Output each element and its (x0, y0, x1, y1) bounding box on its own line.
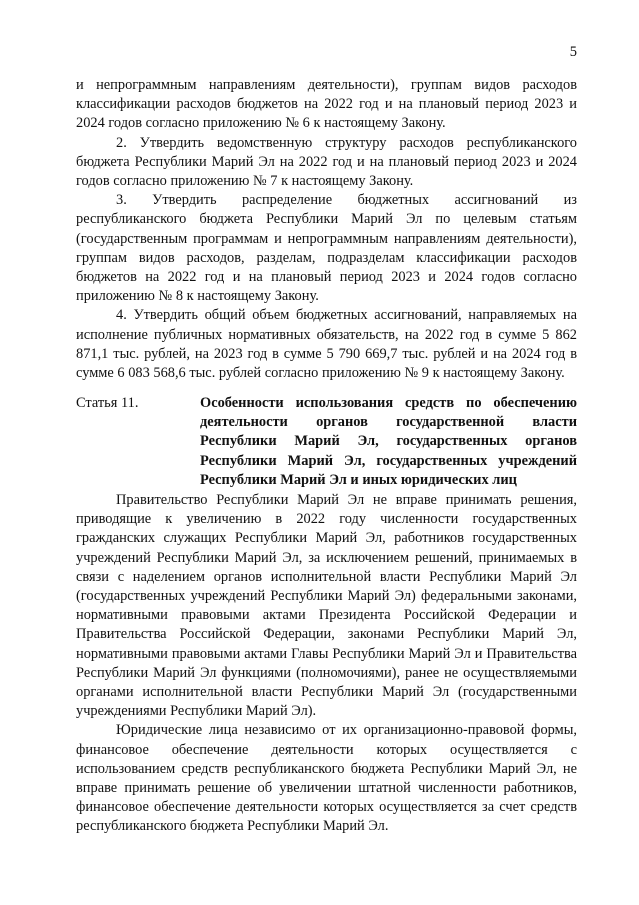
article-label: Статья 11. (76, 395, 139, 411)
article-paragraph-2: Юридические лица независимо от их организационно-правовой формы, финансовое обеспечение деятельности которых осуществляется с использованием средств республиканского бюджета Республики Марий Эл, не вправе принимать решение об увеличении штатной численности работников, финансовое обеспечение деятельности которых осуществляется за счет средств республиканского бюджета Республики Марий Эл. (76, 722, 577, 835)
article-heading (76, 394, 577, 490)
article-title: Особенности использования средств по обеспечению деятельности органов государственной власти Республики Марий Эл, государственных органов Республики Марий Эл, государственных учреждений Республики Марий Эл и иных юридических лиц (200, 395, 577, 488)
paragraph-item-2: 2. Утвердить ведомственную структуру расходов республиканского бюджета Республики Марий Эл на 2022 год и на плановый период 2023 и 2024 годов согласно приложению № 7 к настоящему Закону. (76, 134, 577, 190)
body-text (76, 76, 577, 383)
page-number: 5 (569, 44, 577, 60)
article-paragraph-1: Правительство Республики Марий Эл не вправе принимать решения, приводящие к увеличению в 2022 году численности государственных гражданских служащих Республики Марий Эл, работников государственных учреждений Республики Марий Эл, за исключением решений, принимаемых в связи с наделением органов исполнительной власти Республики Марий Эл (государственных учреждений Республики Марий Эл) федеральными законами, нормативными правовыми актами Президента Российской Федерации и Правительства Российской Федерации, законами Республики Марий Эл, нормативными правовыми актами Главы Республики Марий Эл и Правительства Республики Марий Эл функциями (полномочиями), ранее не осуществляемыми органами исполнительной власти Республики Марий Эл (государственными учреждениями Республики Марий Эл). (76, 492, 577, 720)
paragraph-continuation: и непрограммным направлениям деятельности), группам видов расходов классификации расходов бюджетов на 2022 год и на плановый период 2023 и 2024 годов согласно приложению № 6 к настоящему Закону. (76, 77, 577, 132)
paragraph-item-4: 4. Утвердить общий объем бюджетных ассигнований, направляемых на исполнение публичных нормативных обязательств, на 2022 год в сумме 5 862 871,1 тыс. рублей, на 2023 год в сумме 5 790 669,7 тыс. рублей и на 2024 год в сумме 6 083 568,6 тыс. рублей согласно приложению № 9 к настоящему Закону. (76, 307, 577, 382)
article-body (76, 491, 577, 837)
paragraph-item-3: 3. Утвердить распределение бюджетных ассигнований из республиканского бюджета Республики Марий Эл по целевым статьям (государственным программам и непрограммным направлениям деятельности), группам видов расходов, разделам, подразделам классификации расходов бюджетов на 2022 год и на плановый период 2023 и 2024 годов согласно приложению № 8 к настоящему Закону. (76, 192, 577, 305)
